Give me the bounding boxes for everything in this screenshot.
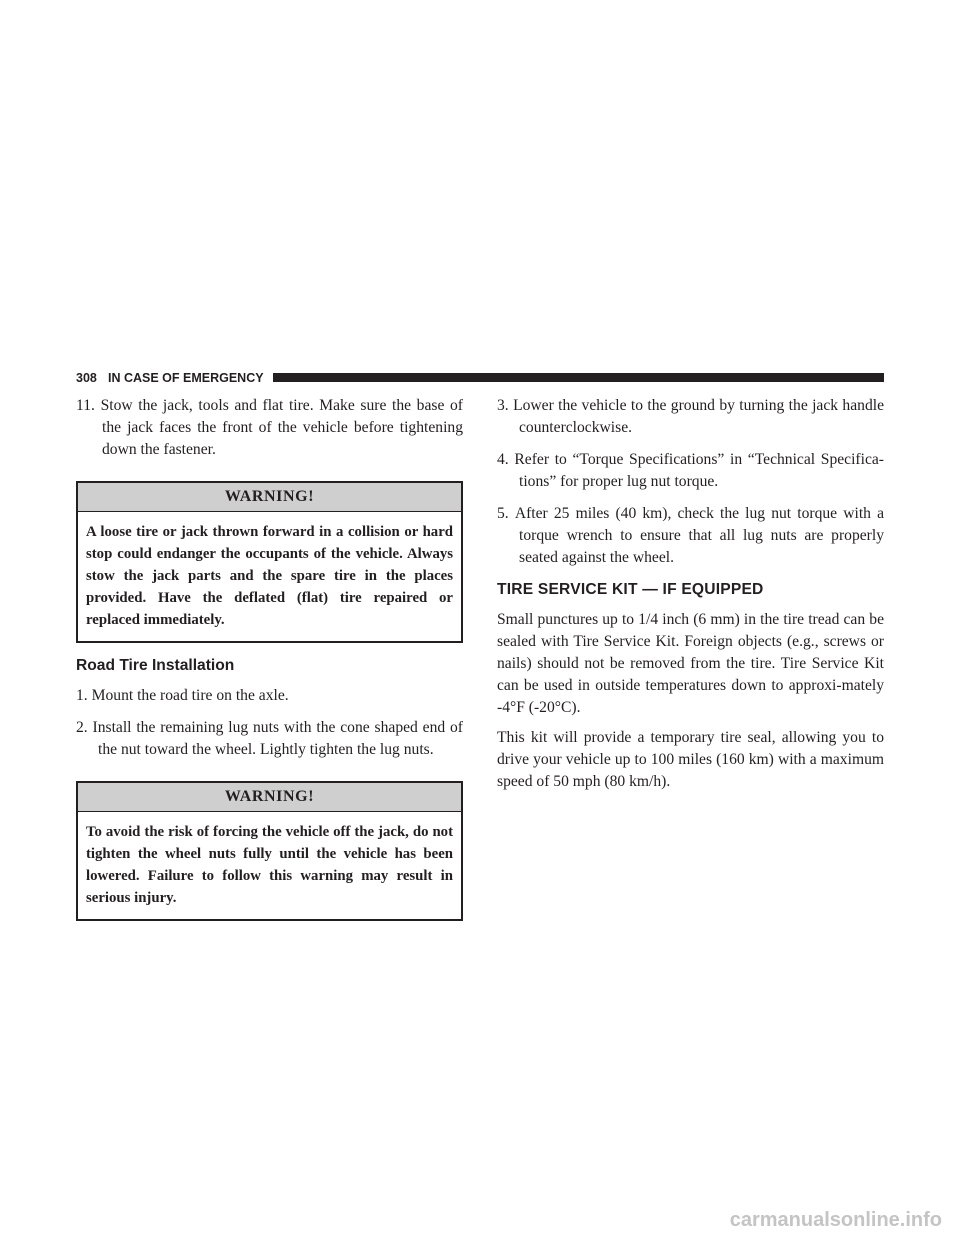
page-number: 308 xyxy=(76,371,97,385)
step-11 xyxy=(76,395,463,461)
step-number: 3. xyxy=(497,397,509,414)
paragraph: This kit will provide a temporary tire seal, allowing you to drive your vehicle up to 100 miles (160 km) with a maximum speed of 50 mph (80 km/h). xyxy=(497,729,884,790)
warning-title: WARNING! xyxy=(78,483,461,512)
page-header xyxy=(76,371,884,385)
warning-box xyxy=(76,781,463,921)
step-number: 5. xyxy=(497,505,509,522)
warning-body: To avoid the risk of forcing the vehicle off the jack, do not tighten the wheel nuts fully until the vehicle has been lowered. Failure to follow this warning may result in serious injury. xyxy=(86,824,453,906)
step-1 xyxy=(76,685,463,707)
step-number: 11. xyxy=(76,397,95,414)
warning-box xyxy=(76,481,463,643)
subheading-road-tire-installation: Road Tire Installation xyxy=(76,657,235,674)
step-text: Refer to “Torque Specifications” in “Technical Specifica-tions” for proper lug nut torque. xyxy=(514,451,884,490)
warning-title: WARNING! xyxy=(78,783,461,812)
step-number: 1. xyxy=(76,687,88,704)
left-column xyxy=(76,395,463,931)
step-text: Mount the road tire on the axle. xyxy=(91,687,289,704)
step-text: Stow the jack, tools and flat tire. Make sure the base of the jack faces the front of the vehicle before tightening down the fastener. xyxy=(100,397,463,458)
step-text: Lower the vehicle to the ground by turning the jack handle counterclockwise. xyxy=(513,397,884,436)
step-2 xyxy=(76,717,463,761)
watermark: carmanualsonline.info xyxy=(729,1209,942,1231)
step-4 xyxy=(497,449,884,493)
step-number: 2. xyxy=(76,719,88,736)
step-3 xyxy=(497,395,884,439)
warning-body: A loose tire or jack thrown forward in a collision or hard stop could endanger the occupants of the vehicle. Always stow the jack parts and the spare tire in the places provided. Have the deflated (flat) tire repaired or replaced immediately. xyxy=(86,524,453,628)
heading-tire-service-kit: TIRE SERVICE KIT — IF EQUIPPED xyxy=(497,581,764,598)
section-title: IN CASE OF EMERGENCY xyxy=(108,371,264,385)
right-column xyxy=(497,395,884,801)
step-number: 4. xyxy=(497,451,509,468)
header-rule xyxy=(273,373,884,382)
step-5 xyxy=(497,503,884,569)
step-text: After 25 miles (40 km), check the lug nut torque with a torque wrench to ensure that all lug nuts are properly seated against the wheel. xyxy=(514,505,884,566)
step-text: Install the remaining lug nuts with the cone shaped end of the nut toward the wheel. Lightly tighten the lug nuts. xyxy=(92,719,463,758)
paragraph: Small punctures up to 1/4 inch (6 mm) in the tire tread can be sealed with Tire Service Kit. Foreign objects (e.g., screws or nails) should not be removed from the tire. Tire Service Kit can be used in outside temperatures down to approxi-mately -4°F (-20°C). xyxy=(497,611,884,716)
